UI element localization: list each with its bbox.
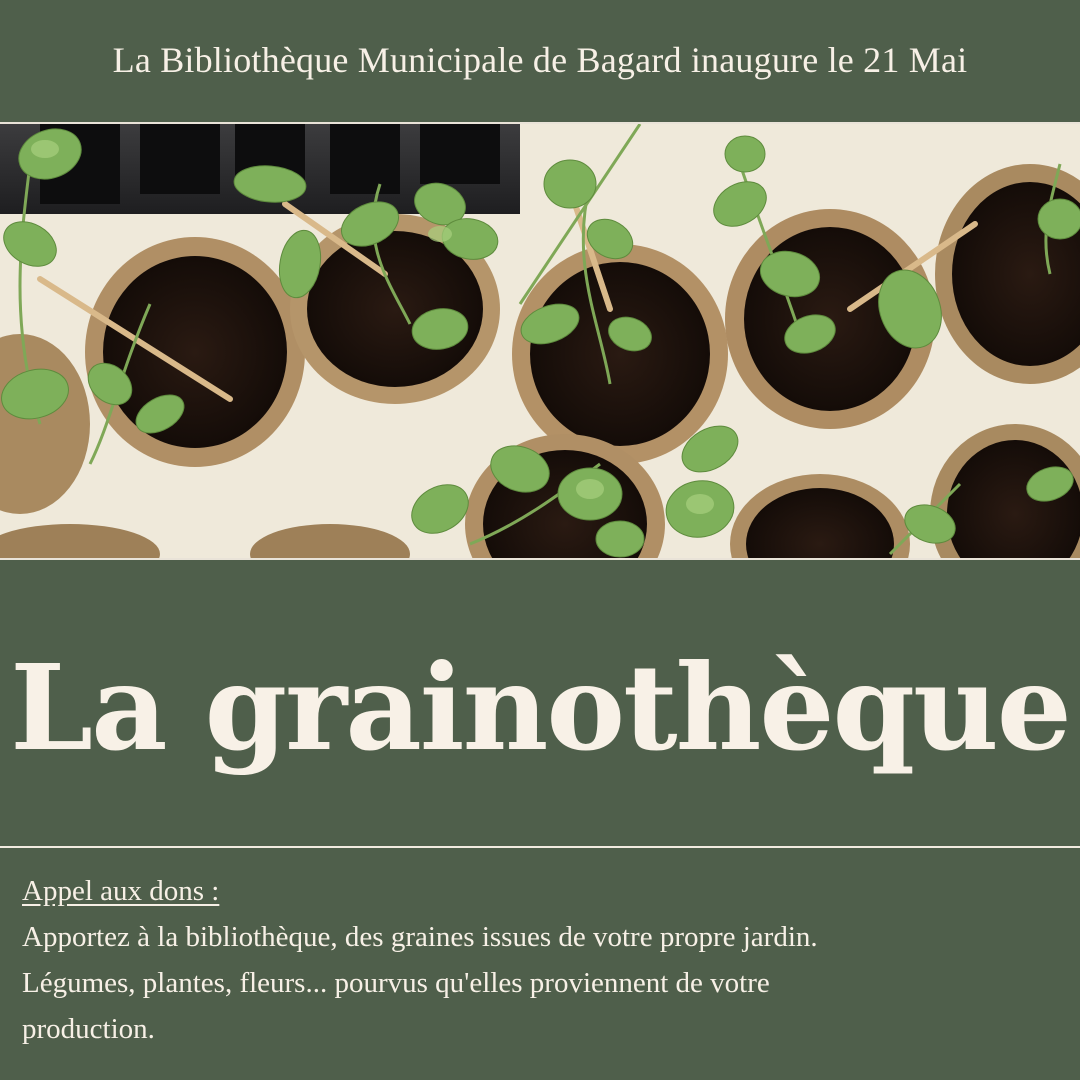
appeal-line-1: Apportez à la bibliothèque, des graines issues de votre propre jardin. [22, 921, 818, 953]
appeal-label: Appel aux dons : [22, 875, 220, 907]
seedling-photo [0, 122, 1080, 560]
divider [0, 846, 1080, 848]
appeal-line-2: Légumes, plantes, fleurs... pourvus qu'elles proviennent de votre [22, 967, 770, 999]
header-banner [0, 0, 1080, 120]
donation-appeal [22, 868, 1062, 1052]
seedling-pots-illustration [0, 124, 1080, 558]
header-announcement: La Bibliothèque Municipale de Bagard inaugure le 21 Mai [112, 40, 968, 80]
appeal-line-3: production. [22, 1013, 155, 1045]
page-title: La grainothèque [10, 637, 1070, 777]
title-band [0, 562, 1080, 846]
